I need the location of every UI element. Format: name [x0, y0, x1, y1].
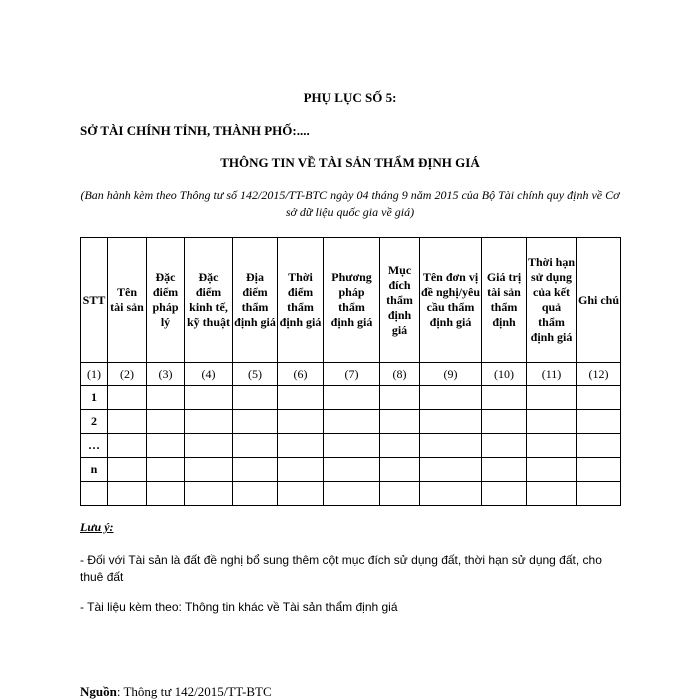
table-cell[interactable] [278, 482, 324, 506]
table-cell[interactable] [147, 458, 185, 482]
table-cell[interactable] [577, 386, 621, 410]
table-cell[interactable] [233, 482, 278, 506]
table-cell[interactable] [233, 458, 278, 482]
header-cell: Mục đích thẩm định giá [380, 238, 420, 363]
column-number: (9) [420, 363, 482, 386]
table-cell[interactable] [527, 458, 577, 482]
source-label: Nguồn [80, 684, 117, 699]
header-cell: Thời hạn sử dụng của kết quả thẩm định giá [527, 238, 577, 363]
header-cell: STT [81, 238, 108, 363]
table-cell[interactable] [147, 386, 185, 410]
table-cell[interactable] [278, 410, 324, 434]
column-number: (7) [324, 363, 380, 386]
table-row [81, 482, 621, 506]
table-cell[interactable] [108, 410, 147, 434]
table-cell[interactable] [527, 434, 577, 458]
table-cell[interactable] [324, 458, 380, 482]
table-cell[interactable] [380, 410, 420, 434]
form-title: THÔNG TIN VỀ TÀI SẢN THẨM ĐỊNH GIÁ [220, 155, 480, 170]
table-cell[interactable] [108, 458, 147, 482]
row-label: n [81, 458, 108, 482]
source-line [80, 684, 272, 700]
row-label [81, 482, 108, 506]
table-cell[interactable] [577, 482, 621, 506]
table-cell[interactable] [185, 458, 233, 482]
issued-note: (Ban hành kèm theo Thông tư số 142/2015/TT-BTC ngày 04 tháng 9 năm 2015 của Bộ Tài chính quy định về Cơ sở dữ liệu quốc gia về giá) [80, 188, 620, 219]
table-cell[interactable] [233, 410, 278, 434]
table-cell[interactable] [185, 482, 233, 506]
table-cell[interactable] [420, 434, 482, 458]
header-row [81, 238, 621, 363]
table-row [81, 458, 621, 482]
table-cell[interactable] [185, 386, 233, 410]
header-cell: Thời điểm thẩm định giá [278, 238, 324, 363]
table-cell[interactable] [482, 482, 527, 506]
header-cell: Đặc điểm pháp lý [147, 238, 185, 363]
table-cell[interactable] [380, 482, 420, 506]
table-cell[interactable] [527, 410, 577, 434]
table-cell[interactable] [527, 482, 577, 506]
table-cell[interactable] [482, 458, 527, 482]
column-number: (6) [278, 363, 324, 386]
appendix-title: PHỤ LỤC SỐ 5: [303, 90, 397, 105]
table-cell[interactable] [278, 458, 324, 482]
table-cell[interactable] [420, 386, 482, 410]
table-cell[interactable] [420, 410, 482, 434]
table-cell[interactable] [324, 482, 380, 506]
row-label: 2 [81, 410, 108, 434]
table-row [81, 410, 621, 434]
table-cell[interactable] [577, 410, 621, 434]
table-cell[interactable] [185, 410, 233, 434]
table-cell[interactable] [108, 386, 147, 410]
asset-appraisal-table [80, 237, 621, 506]
table-cell[interactable] [527, 386, 577, 410]
column-number: (11) [527, 363, 577, 386]
header-cell: Phương pháp thẩm định giá [324, 238, 380, 363]
table-cell[interactable] [185, 434, 233, 458]
table-cell[interactable] [108, 482, 147, 506]
table-cell[interactable] [233, 386, 278, 410]
header-cell: Đặc điểm kinh tế, kỹ thuật [185, 238, 233, 363]
column-number-row [81, 363, 621, 386]
table-cell[interactable] [380, 458, 420, 482]
table-cell[interactable] [324, 410, 380, 434]
table-cell[interactable] [482, 386, 527, 410]
table-cell[interactable] [380, 386, 420, 410]
column-number: (2) [108, 363, 147, 386]
source-value: : Thông tư 142/2015/TT-BTC [116, 684, 272, 699]
column-number: (8) [380, 363, 420, 386]
table-cell[interactable] [278, 386, 324, 410]
table-cell[interactable] [420, 482, 482, 506]
header-cell: Địa điểm thẩm định giá [233, 238, 278, 363]
column-number: (4) [185, 363, 233, 386]
table-cell[interactable] [278, 434, 324, 458]
column-number: (5) [233, 363, 278, 386]
department-line: SỞ TÀI CHÍNH TỈNH, THÀNH PHỐ:.... [80, 123, 310, 138]
table-cell[interactable] [482, 434, 527, 458]
table-row [81, 434, 621, 458]
row-label: 1 [81, 386, 108, 410]
table-cell[interactable] [147, 482, 185, 506]
header-cell: Giá trị tài sản thẩm định [482, 238, 527, 363]
table-cell[interactable] [482, 410, 527, 434]
table-cell[interactable] [108, 434, 147, 458]
note-item-land: - Đối với Tài sản là đất đề nghị bổ sung thêm cột mục đích sử dụng đất, thời hạn sử dụng đất, cho thuê đất [80, 553, 602, 584]
table-cell[interactable] [577, 434, 621, 458]
table-cell[interactable] [233, 434, 278, 458]
header-cell: Tên đơn vị đề nghị/yêu cầu thẩm định giá [420, 238, 482, 363]
column-number: (3) [147, 363, 185, 386]
table-cell[interactable] [147, 410, 185, 434]
header-cell: Ghi chú [577, 238, 621, 363]
note-item-attachments: - Tài liệu kèm theo: Thông tin khác về Tài sản thẩm định giá [80, 600, 398, 614]
table-cell[interactable] [324, 386, 380, 410]
column-number: (10) [482, 363, 527, 386]
header-cell: Tên tài sản [108, 238, 147, 363]
table-cell[interactable] [380, 434, 420, 458]
notes-label: Lưu ý: [80, 520, 114, 534]
table-row [81, 386, 621, 410]
table-cell[interactable] [147, 434, 185, 458]
row-label: … [81, 434, 108, 458]
table-cell[interactable] [577, 458, 621, 482]
column-number: (1) [81, 363, 108, 386]
table-cell[interactable] [324, 434, 380, 458]
table-cell[interactable] [420, 458, 482, 482]
column-number: (12) [577, 363, 621, 386]
